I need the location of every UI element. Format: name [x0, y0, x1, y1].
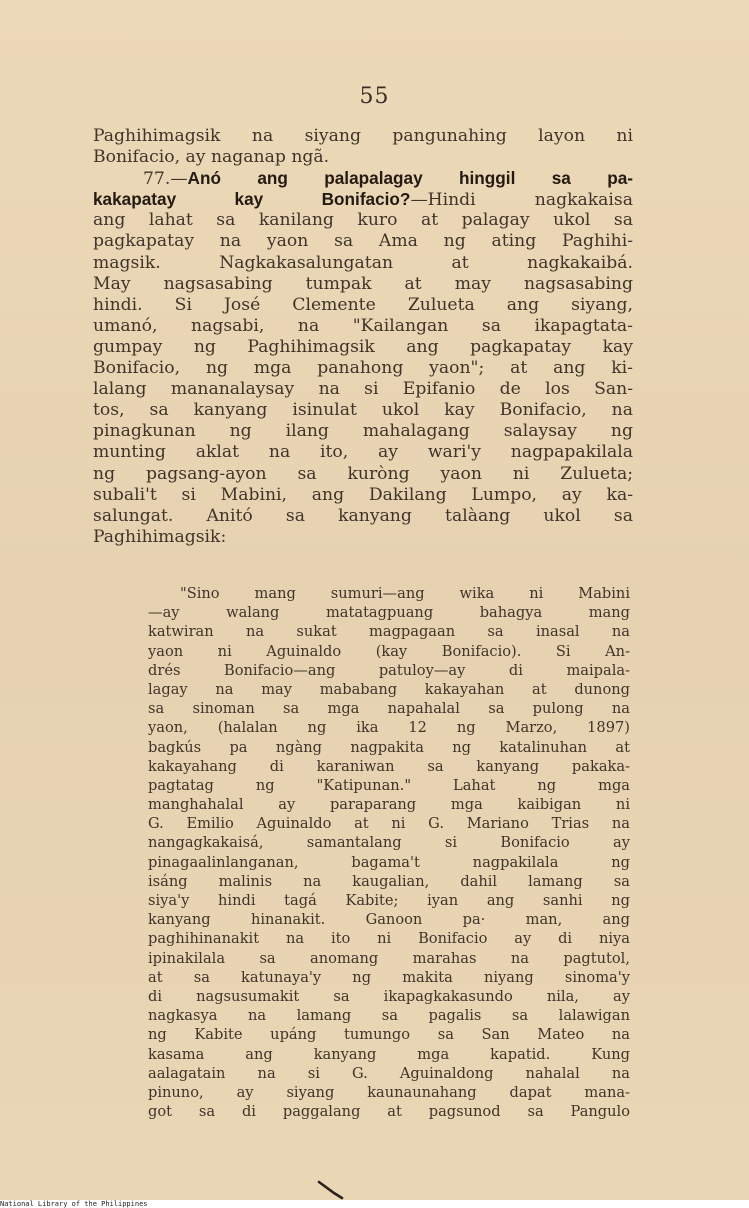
- question-heading-part1: Anó ang palapalagay hinggil sa pa-: [187, 168, 633, 189]
- answer-line: gumpay ng Paghihimagsik ang pagkapatay kay: [93, 336, 633, 357]
- answer-line: lalang mananalaysay na si Epifanio de los San-: [93, 379, 633, 400]
- quote-line: —ay walang matatagpuang bahagya mang: [148, 604, 630, 622]
- paragraph-line: Paghihimagsik na siyang pangunahing layon ni: [93, 126, 633, 146]
- quote-line: drés Bonifacio—ang patuloy—ay di maipala-: [148, 661, 630, 679]
- quote-line: sa sinoman sa mga napahalal sa pulong na: [148, 700, 630, 718]
- body-text: [93, 126, 633, 548]
- footer-bar: [0, 1200, 749, 1208]
- quote-line: kakayahang di karaniwan sa kanyang pakaka-: [148, 757, 630, 775]
- quote-line: pagtatag ng "Katipunan." Lahat ng mga: [148, 776, 630, 794]
- quote-line: yaon ni Aguinaldo (kay Bonifacio). Si An-: [148, 642, 630, 660]
- quote-line: pinuno, ay siyang kaunaunahang dapat mana-: [148, 1083, 630, 1101]
- quote-line: bagkús pa ngàng nagpakita ng katalinuhan at: [148, 738, 630, 756]
- quote-line: nangagkakaisá, samantalang si Bonifacio ay: [148, 834, 630, 852]
- footer-credit: National Library of the Philippines: [0, 1200, 148, 1208]
- answer-line: pinagkunan ng ilang mahalagang salaysay ng: [93, 421, 633, 442]
- question-heading-line: [93, 168, 633, 189]
- answer-line: munting aklat na ito, ay wari'y nagpapakilala: [93, 442, 633, 463]
- quote-line: siya'y hindi tagá Kabite; iyan ang sanhi ng: [148, 892, 630, 909]
- quote-line: manghahalal ay paraparang mga kaibigan ni: [148, 796, 630, 814]
- quote-line: pinagaalinlanganan, bagama't nagpakilala ng: [148, 853, 630, 871]
- quote-line: lagay na may mababang kakayahan at dunong: [148, 680, 630, 698]
- quote-line: kanyang hinanakit. Ganoon pa· man, ang: [148, 911, 630, 929]
- quote-line: di nagsusumakit sa ikapagkakasundo nila, ay: [148, 987, 630, 1005]
- answer-line: umanó, nagsabi, na "Kailangan sa ikapagtata-: [93, 315, 633, 336]
- answer-line: subali't si Mabini, ang Dakilang Lumpo, ay ka-: [93, 484, 633, 505]
- quote-line: yaon, (halalan ng ika 12 ng Marzo, 1897): [148, 719, 630, 737]
- answer-line: magsik. Nagkakasalungatan at nagkakaibá.: [93, 252, 633, 273]
- answer-line: pagkapatay na yaon sa Ama ng ating Paghihi-: [93, 231, 633, 252]
- answer-line: ng pagsang-ayon sa kuròng yaon ni Zulueta;: [93, 463, 633, 484]
- quote-line: aalagatain na si G. Aguinaldong nahalal na: [148, 1064, 630, 1082]
- answer-line: Bonifacio, ng mga panahong yaon"; at ang ki-: [93, 358, 633, 379]
- quote-line: kasama ang kanyang mga kapatid. Kung: [148, 1045, 630, 1063]
- paragraph-line: Bonifacio, ay naganap ngã.: [93, 147, 330, 168]
- quote-line: "Sino mang sumuri—ang wika ni Mabini: [180, 585, 630, 602]
- question-number: 77.—: [143, 169, 188, 190]
- answer-line: tos, sa kanyang isinulat ukol kay Bonifacio, na: [93, 400, 633, 421]
- question-heading-part2: kakapatay kay Bonifacio?: [93, 189, 411, 210]
- quote-line: katwiran na sukat magpagaan sa inasal na: [148, 623, 630, 641]
- answer-line: salungat. Anitó sa kanyang talàang ukol sa: [93, 505, 633, 526]
- quote-line: ng Kabite upáng tumungo sa San Mateo na: [148, 1026, 630, 1044]
- answer-start: —Hindi nagkakaisa: [410, 190, 633, 211]
- quote-line: ipinakilala sa anomang marahas na pagtutol,: [148, 949, 630, 967]
- quote-line: isáng malinis na kaugalian, dahil lamang sa: [148, 872, 630, 890]
- question-heading-line: [93, 189, 633, 210]
- answer-line: hindi. Si José Clemente Zulueta ang siyang,: [93, 294, 633, 315]
- quote-line: paghihinanakit na ito ni Bonifacio ay di niya: [148, 930, 630, 948]
- page-number: 55: [359, 84, 390, 109]
- quote-line: at sa katunaya'y ng makita niyang sinoma'y: [148, 968, 630, 986]
- quote-line: nagkasya na lamang sa pagalis sa lalawigan: [148, 1007, 630, 1025]
- answer-line: ang lahat sa kanilang kuro at palagay ukol sa: [93, 210, 633, 231]
- quote-line: got sa di paggalang at pagsunod sa Pangulo: [148, 1103, 630, 1121]
- ink-mark: [316, 1178, 346, 1200]
- block-quote: [148, 584, 630, 1121]
- answer-line: Paghihimagsik:: [93, 526, 227, 547]
- quote-line: G. Emilio Aguinaldo at ni G. Mariano Trias na: [148, 815, 630, 833]
- answer-line: May nagsasabing tumpak at may nagsasabing: [93, 273, 633, 294]
